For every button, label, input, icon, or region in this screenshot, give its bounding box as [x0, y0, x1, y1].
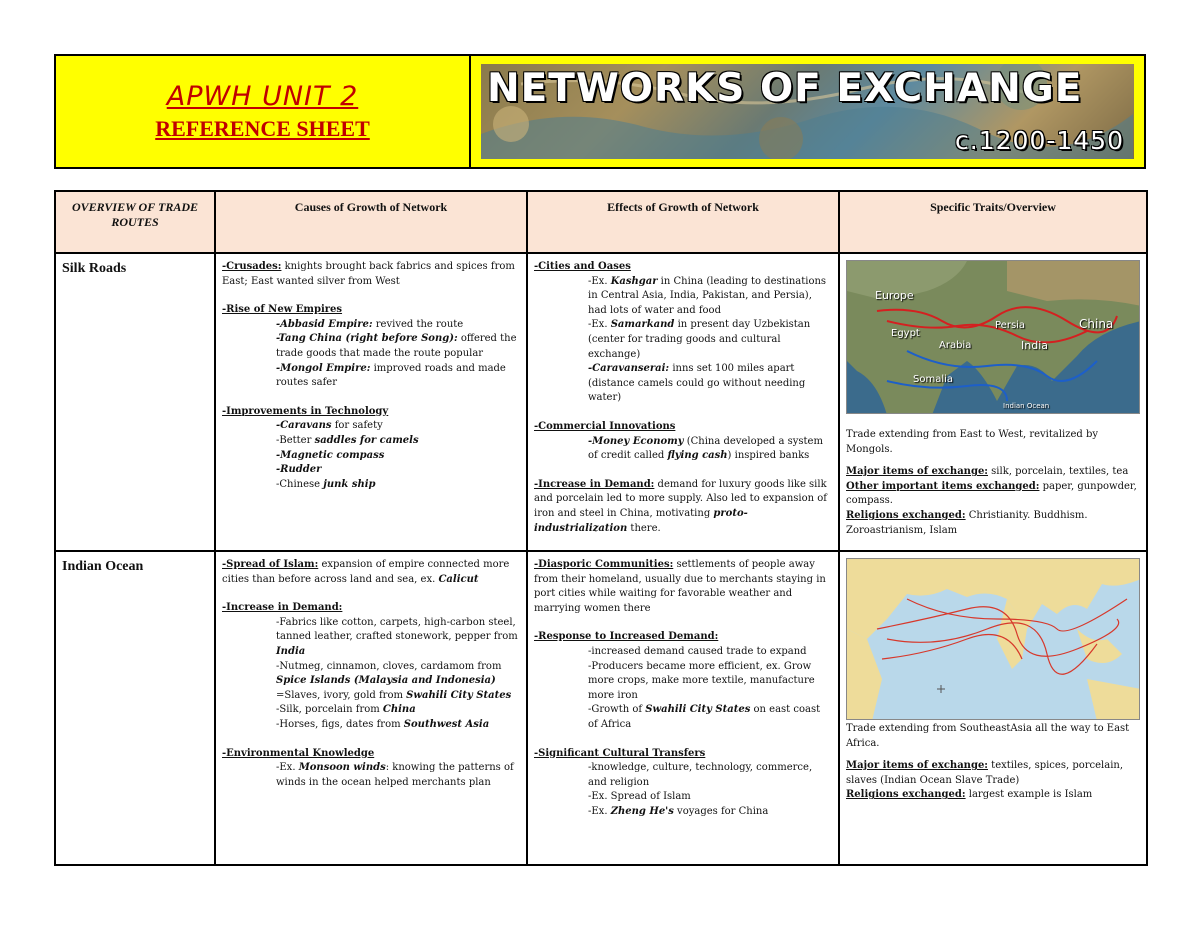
caravanserai-item: -Caravanserai: inns set 100 miles apart (distance camels could go without needing water) — [588, 363, 806, 404]
silk-porcelain-item: -Silk, porcelain from China — [276, 704, 416, 716]
map-label-europe: Europe — [875, 289, 914, 302]
compass-item: -Magnetic compass — [276, 449, 385, 461]
title-box — [56, 56, 471, 167]
table-row-indian-ocean — [55, 551, 1147, 865]
slaves-item: =Slaves, ivory, gold from Swahili City States — [276, 689, 512, 701]
response-heading: -Response to Increased Demand: — [534, 631, 719, 643]
indian-effects-cell — [527, 551, 839, 865]
response-item-3: -Growth of Swahili City States on east coast of Africa — [588, 704, 821, 730]
cultural-item-1: -knowledge, culture, technology, commerce, and religion — [588, 762, 813, 788]
silk-road-map — [846, 260, 1140, 414]
row-label-silk-roads: Silk Roads — [55, 253, 215, 551]
cultural-item-2: -Ex. Spread of Islam — [588, 791, 691, 803]
fabrics-item: -Fabrics like cotton, carpets, high-carbon steel, tanned leather, crafted stonework, pepper from India — [276, 616, 518, 657]
title-banner — [54, 54, 1146, 169]
map-label-arabia: Arabia — [939, 340, 972, 351]
banner-box — [471, 56, 1144, 167]
commercial-heading: -Commercial Innovations — [534, 420, 676, 432]
silk-intro: Trade extending from East to West, revitalized by Mongols. — [846, 429, 1099, 455]
cultural-item-3: -Ex. Zheng He's voyages for China — [588, 805, 769, 817]
reference-sheet-title: REFERENCE SHEET — [155, 116, 370, 141]
indian-intro: Trade extending from SoutheastAsia all the way to East Africa. — [846, 723, 1130, 749]
tang-item: -Tang China (right before Song): offered the trade goods that made the route popular — [276, 333, 517, 359]
banner-date: c.1200-1450 — [955, 126, 1124, 155]
silk-effects-cell — [527, 253, 839, 551]
table-row-silk-roads — [55, 253, 1147, 551]
silk-causes-cell — [215, 253, 527, 551]
banner-title: NETWORKS OF EXCHANGE — [487, 66, 1083, 111]
tech-heading: -Improvements in Technology — [222, 405, 389, 417]
indian-traits-cell — [839, 551, 1147, 865]
map-label-india: India — [1021, 339, 1048, 352]
saddles-item: -Better saddles for camels — [276, 434, 419, 446]
rudder-item: -Rudder — [276, 464, 322, 476]
money-economy-item: -Money Economy (China developed a system of credit called flying cash) inspired banks — [588, 435, 823, 462]
kashgar-item: -Ex. Kashgar in China (leading to destinations in Central Asia, India, Pakistan, and Persia), had lots of water and food — [588, 275, 827, 316]
mongol-item: -Mongol Empire: improved roads and made routes safer — [276, 362, 506, 389]
env-knowledge-heading: -Environmental Knowledge — [222, 747, 375, 759]
header-traits: Specific Traits/Overview — [839, 191, 1147, 253]
horses-item: -Horses, figs, dates from Southwest Asia — [276, 718, 490, 730]
cultural-heading: -Significant Cultural Transfers — [534, 747, 706, 759]
samarkand-item: -Ex. Samarkand in present day Uzbekistan (center for trading goods and cultural exchange) — [588, 319, 811, 360]
row-label-indian-ocean: Indian Ocean — [55, 551, 215, 865]
header-overview: OVERVIEW OF TRADE ROUTES — [55, 191, 215, 253]
map-label-egypt: Egypt — [891, 328, 920, 339]
table-header-row — [55, 191, 1147, 253]
header-causes: Causes of Growth of Network — [215, 191, 527, 253]
silk-traits-cell — [839, 253, 1147, 551]
indian-religions: Religions exchanged: largest example is Islam — [846, 789, 1093, 801]
indian-ocean-map-graphic — [847, 559, 1140, 720]
response-item-2: -Producers became more efficient, ex. Grow more crops, make more textile, manufacture more iron — [588, 660, 815, 701]
map-label-china: China — [1079, 317, 1114, 331]
diasporic-item: -Diasporic Communities: settlements of people away from their homeland, usually due to merchants staying in port cities while waiting for favorable weather and marrying women there — [534, 559, 826, 614]
map-label-somalia: Somalia — [913, 374, 954, 385]
cities-heading: -Cities and Oases — [534, 261, 631, 272]
trade-routes-table — [54, 190, 1148, 866]
spread-islam-item: -Spread of Islam: expansion of empire connected more cities than before across land and sea, ex. Calicut — [222, 559, 510, 585]
indian-ocean-map — [846, 558, 1140, 720]
junk-item: -Chinese junk ship — [276, 478, 376, 490]
unit-title: APWH UNIT 2 — [166, 81, 359, 112]
indian-demand-heading: -Increase in Demand: — [222, 602, 343, 614]
silk-other-items: Other important items exchanged: paper, gunpowder, compass. — [846, 480, 1137, 507]
networks-banner-image — [481, 64, 1134, 159]
response-item-1: -increased demand caused trade to expand — [588, 645, 807, 657]
rise-empires-heading: -Rise of New Empires — [222, 304, 343, 316]
abbasid-item: -Abbasid Empire: revived the route — [276, 318, 464, 330]
header-effects: Effects of Growth of Network — [527, 191, 839, 253]
indian-major-items: Major items of exchange: textiles, spices, porcelain, slaves (Indian Ocean Slave Trade) — [846, 760, 1124, 786]
silk-major-items: Major items of exchange: silk, porcelain, textiles, tea — [846, 466, 1129, 478]
map-label-indian-ocean: Indian Ocean — [1003, 402, 1050, 410]
caravans-item: -Caravans for safety — [276, 420, 383, 432]
nutmeg-item: -Nutmeg, cinnamon, cloves, cardamom from Spice Islands (Malaysia and Indonesia) — [276, 660, 502, 687]
crusades-item: -Crusades: knights brought back fabrics and spices from East; East wanted silver from West — [222, 261, 515, 287]
map-label-persia: Persia — [995, 320, 1026, 331]
silk-religions: Religions exchanged: Christianity. Buddhism. Zoroastrianism, Islam — [846, 509, 1088, 536]
demand-item: -Increase in Demand: demand for luxury goods like silk and porcelain led to more supply. Also led to expansion of iron and steel in China, motivating proto-industrialization there. — [534, 478, 827, 534]
monsoon-item: -Ex. Monsoon winds: knowing the patterns of winds in the ocean helped merchants plan — [276, 762, 514, 788]
indian-causes-cell — [215, 551, 527, 865]
